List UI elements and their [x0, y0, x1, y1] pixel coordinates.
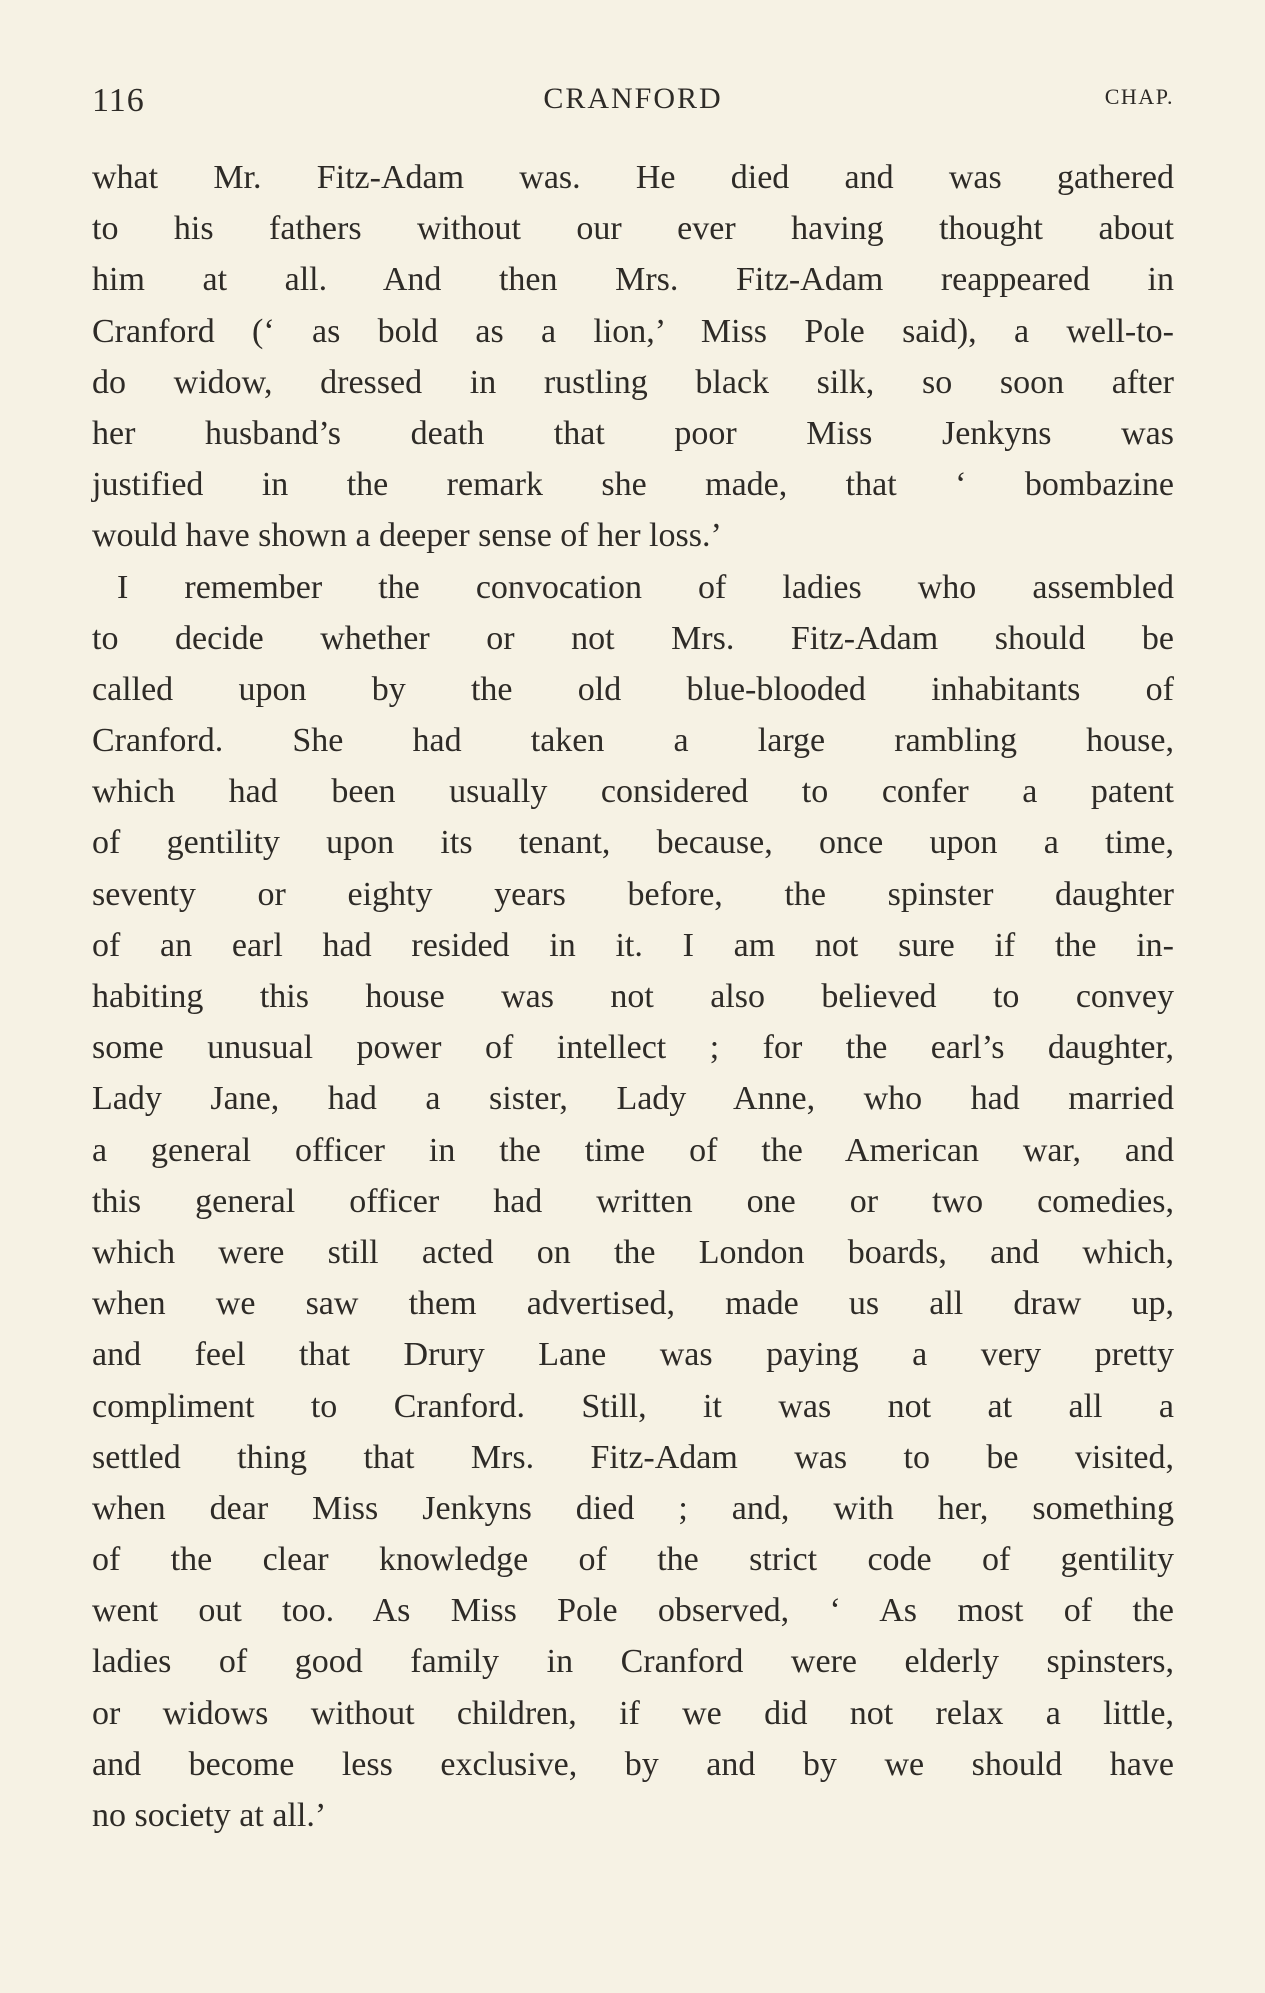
text-line: settled thing that Mrs. Fitz-Adam was to be visited, [92, 1438, 1174, 1476]
paragraph-first-line: I remember the convocation of ladies who assembled [117, 568, 1174, 606]
text-line: went out too. As Miss Pole observed, ‘ As most of the [92, 1592, 1174, 1630]
text-line: called upon by the old blue-blooded inhabitants of [92, 670, 1174, 708]
text-line: no society at all.’ [92, 1797, 327, 1834]
text-line: to decide whether or not Mrs. Fitz-Adam should be [92, 619, 1174, 657]
text-line: ladies of good family in Cranford were elderly spinsters, [92, 1643, 1174, 1681]
text-line: some unusual power of intellect ; for the earl’s daughter, [92, 1029, 1174, 1067]
text-line: seventy or eighty years before, the spinster daughter [92, 875, 1174, 913]
text-line: what Mr. Fitz-Adam was. He died and was gathered [92, 159, 1174, 196]
text-line: would have shown a deeper sense of her loss.’ [92, 517, 722, 555]
text-line: of an earl had resided in it. I am not sure if the in- [92, 926, 1174, 964]
text-line: Lady Jane, had a sister, Lady Anne, who had married [92, 1080, 1174, 1118]
text-line: or widows without children, if we did not relax a little, [92, 1694, 1174, 1732]
body-text [92, 152, 1174, 1841]
text-line: to his fathers without our ever having thought about [92, 210, 1174, 248]
text-line: when dear Miss Jenkyns died ; and, with her, something [92, 1489, 1174, 1527]
text-line: a general officer in the time of the American war, and [92, 1131, 1174, 1169]
text-line: when we saw them advertised, made us all draw up, [92, 1285, 1174, 1323]
text-line: Cranford (‘ as bold as a lion,’ Miss Pole said), a well-to- [92, 312, 1174, 350]
text-line: which were still acted on the London boards, and which, [92, 1233, 1174, 1271]
text-line: of the clear knowledge of the strict code of gentility [92, 1541, 1174, 1579]
text-line: do widow, dressed in rustling black silk, so soon after [92, 363, 1174, 401]
text-line: and feel that Drury Lane was paying a very pretty [92, 1336, 1174, 1374]
text-line: justified in the remark she made, that ‘ bombazine [92, 466, 1174, 504]
text-line: which had been usually considered to confer a patent [92, 773, 1174, 811]
text-line: this general officer had written one or two comedies, [92, 1182, 1174, 1220]
page-number: 116 [92, 82, 145, 119]
text-line: habiting this house was not also believed to convey [92, 978, 1174, 1015]
running-head [92, 82, 1174, 122]
chapter-label: CHAP. [1104, 84, 1174, 109]
text-line: compliment to Cranford. Still, it was not at all a [92, 1387, 1174, 1425]
text-line: her husband’s death that poor Miss Jenkyns was [92, 414, 1174, 452]
text-line: of gentility upon its tenant, because, once upon a time, [92, 824, 1174, 862]
running-title: CRANFORD [543, 82, 723, 115]
text-line: and become less exclusive, by and by we should have [92, 1745, 1174, 1783]
text-line: Cranford. She had taken a large rambling house, [92, 722, 1174, 760]
text-line: him at all. And then Mrs. Fitz-Adam reappeared in [92, 261, 1174, 299]
